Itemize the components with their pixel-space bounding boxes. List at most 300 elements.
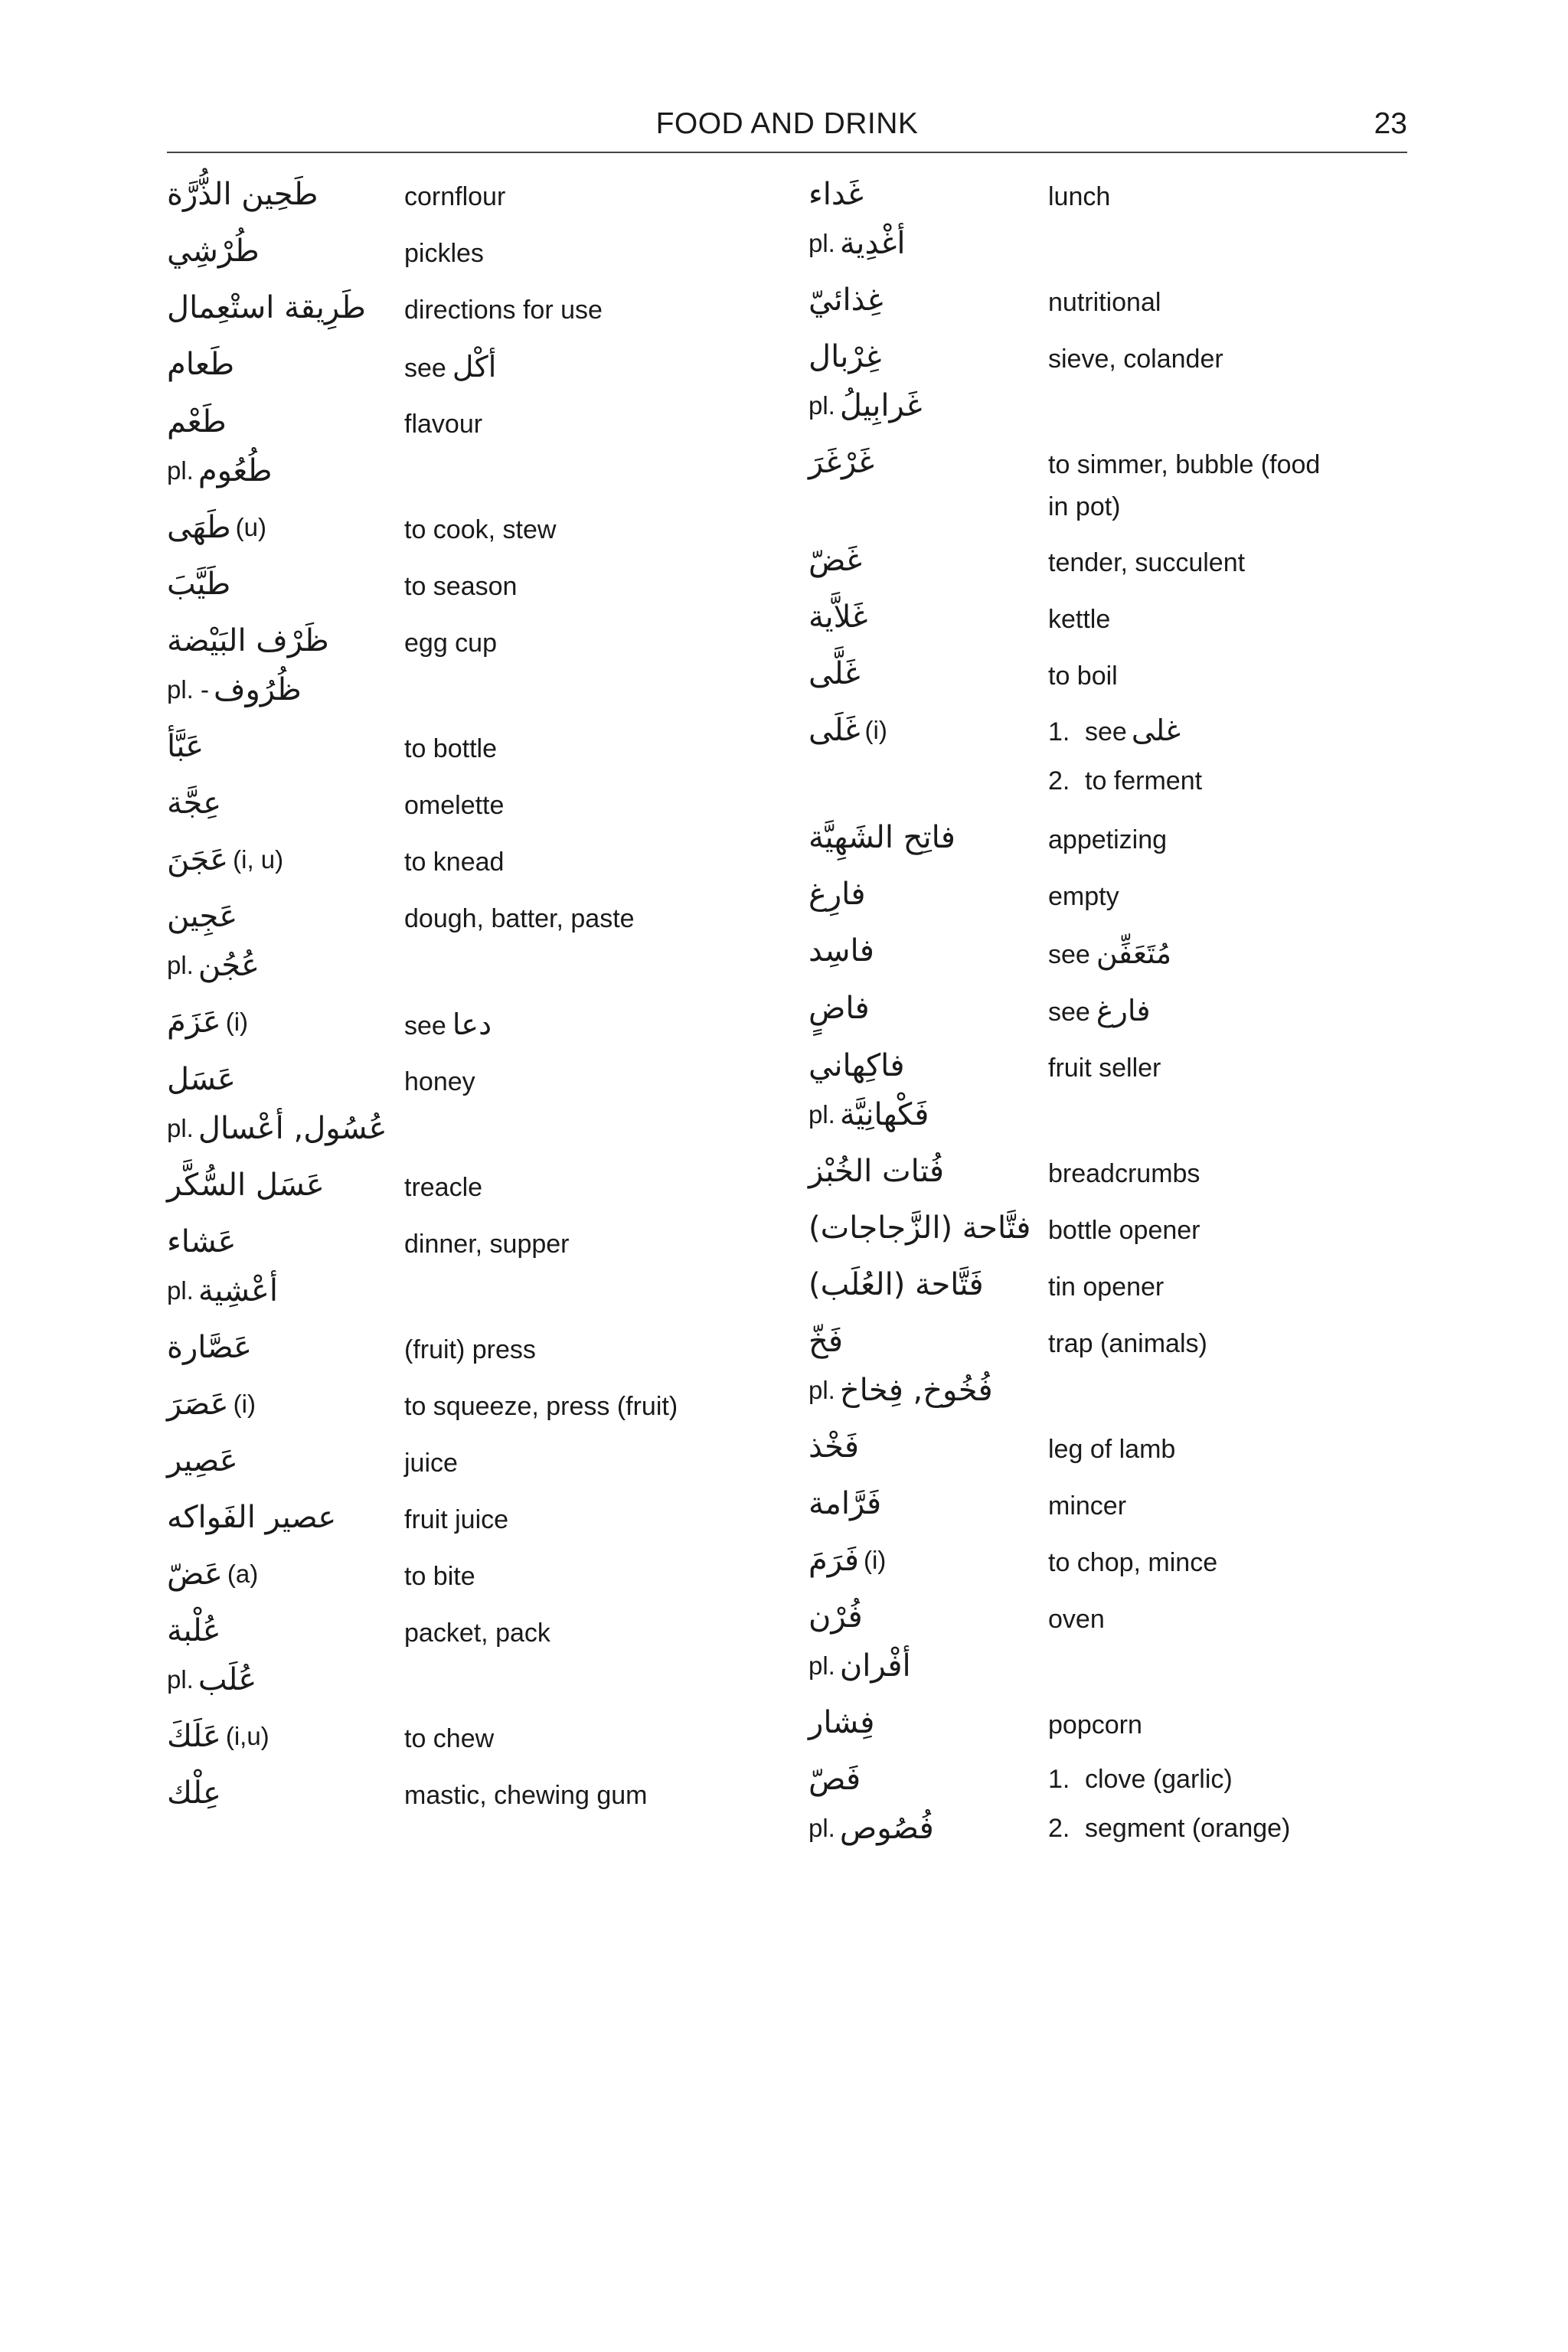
numbered-sense: [1048, 706, 1413, 756]
headword-line: [167, 779, 404, 828]
english-definition: honey: [404, 1067, 475, 1096]
arabic-plural: عُلَب: [198, 1662, 257, 1697]
headword-block: [167, 283, 404, 332]
definition-block: [1048, 870, 1413, 918]
definition-block: [404, 1769, 772, 1817]
english-definition: leg of lamb: [1048, 1435, 1176, 1464]
headword-line: [167, 397, 404, 446]
definition-block: [404, 1493, 772, 1541]
headword-block: [808, 276, 1048, 325]
headword-line: [167, 1712, 404, 1761]
dictionary-entry: [167, 1550, 772, 1599]
plural-label: pl.: [167, 1665, 194, 1694]
english-definition: bottle opener: [1048, 1216, 1200, 1245]
english-definition: fruit juice: [404, 1505, 509, 1534]
headword-block: [808, 332, 1048, 430]
headword-block: [167, 722, 404, 771]
arabic-plural: أغْدِية: [839, 226, 906, 261]
english-definition: flavour: [404, 410, 483, 439]
dictionary-entry: [167, 1217, 772, 1315]
definition-block: [1048, 1317, 1413, 1365]
headword-line: [167, 892, 404, 941]
vowel-class: (u): [235, 513, 266, 541]
dictionary-entry: [808, 1041, 1413, 1139]
see-label: see: [1048, 998, 1090, 1027]
headword-line: [808, 536, 1048, 585]
headword-block: [167, 1323, 404, 1372]
english-definition: tin opener: [1048, 1272, 1165, 1302]
english-definition: sieve, colander: [1048, 345, 1223, 374]
page-header: [167, 107, 1407, 153]
english-definition: mastic, chewing gum: [404, 1781, 648, 1810]
dictionary-entry: [167, 722, 772, 771]
definition-block: [404, 560, 772, 608]
left-column: [167, 170, 772, 1818]
definition-block: [404, 1217, 772, 1266]
headword-block: [808, 706, 1048, 755]
headword-block: [167, 170, 404, 219]
definition-block: [1048, 649, 1413, 697]
headword-block: [808, 1698, 1048, 1747]
dictionary-entry: [167, 1055, 772, 1153]
headword-block: [808, 1479, 1048, 1528]
headword-line: [167, 835, 404, 884]
plural-line: [167, 1104, 404, 1153]
definition-block: [1048, 1147, 1413, 1195]
arabic-headword: غِرْبال: [808, 339, 882, 374]
headword-block: [167, 616, 404, 714]
headword-line: [808, 706, 1048, 755]
definition-block: [1048, 813, 1413, 861]
definition-block: [404, 1380, 772, 1428]
headword-line: [167, 1550, 404, 1599]
arabic-headword: غَرْغَرَ: [808, 445, 874, 480]
arabic-headword: فارِغ: [808, 877, 866, 912]
arabic-plural: طُعُوم: [198, 453, 273, 488]
definition-block: [404, 1323, 772, 1371]
arabic-headword: فاسِد: [808, 933, 874, 969]
english-definition: nutritional: [1048, 288, 1161, 317]
arabic-headword: عَسَل: [167, 1062, 236, 1097]
dictionary-entry: [808, 1260, 1413, 1309]
dictionary-entry: [167, 616, 772, 714]
definition-block: [1048, 1423, 1413, 1471]
headword-block: [808, 984, 1048, 1033]
arabic-headword: طَعْم: [167, 404, 227, 439]
english-definition: to chop, mince: [1048, 1548, 1218, 1577]
headword-block: [808, 870, 1048, 919]
headword-block: [808, 1041, 1048, 1139]
dictionary-entry: [167, 227, 772, 276]
headword-line: [167, 503, 404, 552]
headword-line: [167, 283, 404, 332]
headword-line: [808, 1423, 1048, 1472]
definition-block: [404, 998, 772, 1047]
arabic-headword: فتَّاحة (الزَّجاجات): [808, 1210, 1031, 1246]
headword-block: [808, 1260, 1048, 1309]
see-arabic: دعا: [452, 1008, 492, 1041]
arabic-headword: غَضّ: [808, 543, 862, 578]
headword-line: [167, 1606, 404, 1655]
headword-block: [167, 1769, 404, 1818]
definition-block: [404, 722, 772, 770]
sense-text: to ferment: [1085, 766, 1203, 795]
english-definition: lunch: [1048, 182, 1111, 211]
headword-line: [167, 1436, 404, 1485]
definition-block: [404, 616, 772, 665]
page-title: FOOD AND DRINK: [655, 107, 919, 140]
headword-line: [808, 1755, 1048, 1804]
see-label: see: [404, 1011, 446, 1040]
arabic-headword: عِلْك: [167, 1775, 221, 1811]
sense-text: segment (orange): [1085, 1814, 1291, 1843]
arabic-headword: فَرَّامة: [808, 1486, 882, 1521]
arabic-headword: فُتات الخُبْز: [808, 1154, 945, 1189]
headword-line: [167, 1217, 404, 1266]
dictionary-entry: [808, 1204, 1413, 1253]
arabic-headword: طَرِيقة استْعِمال: [167, 290, 366, 325]
english-definition: trap (animals): [1048, 1329, 1207, 1358]
dictionary-entry: [167, 397, 772, 495]
sense-number: 1.: [1048, 717, 1070, 746]
arabic-headword: فَخّ: [808, 1324, 843, 1359]
headword-line: [167, 1055, 404, 1104]
plural-label: pl.: [167, 1276, 194, 1305]
definition-block: [404, 1161, 772, 1209]
headword-line: [808, 170, 1048, 219]
arabic-headword: طَعام: [167, 347, 235, 382]
english-definition: (fruit) press: [404, 1335, 536, 1364]
dictionary-entry: [808, 984, 1413, 1034]
dictionary-entry: [808, 926, 1413, 976]
headword-line: [808, 1698, 1048, 1747]
dictionary-entry: [167, 560, 772, 609]
arabic-headword: غِذائيّ: [808, 283, 884, 318]
plural-label: pl.: [167, 456, 194, 485]
plural-label: pl.: [808, 391, 835, 420]
headword-block: [167, 892, 404, 990]
definition-block: [404, 397, 772, 446]
dictionary-entry: [808, 1698, 1413, 1747]
dictionary-entry: [167, 1161, 772, 1210]
english-definition: to cook, stew: [404, 515, 557, 544]
headword-line: [808, 926, 1048, 975]
arabic-headword: فَخْذ: [808, 1429, 859, 1465]
english-definition: appetizing: [1048, 825, 1168, 854]
dictionary-entry: [808, 1592, 1413, 1690]
definition-block: [1048, 536, 1413, 584]
definition-block: [404, 1055, 772, 1103]
headword-block: [167, 560, 404, 609]
definition-block: [1048, 1755, 1413, 1853]
plural-label: pl.: [808, 1814, 835, 1842]
dictionary-entry: [167, 1380, 772, 1429]
dictionary-entry: [808, 706, 1413, 805]
sense-number: 2.: [1048, 1814, 1070, 1843]
headword-line: [808, 1536, 1048, 1585]
plural-line: [808, 1642, 1048, 1690]
dictionary-entry: [808, 1479, 1413, 1528]
definition-block: [1048, 1260, 1413, 1308]
headword-line: [808, 1147, 1048, 1196]
dictionary-entry: [167, 1606, 772, 1704]
arabic-headword: عَضّ: [167, 1557, 223, 1592]
english-definition: cornflour: [404, 182, 506, 211]
arabic-headword: فَرَمَ: [808, 1543, 859, 1578]
arabic-plural: فُصُوص: [839, 1811, 934, 1846]
arabic-headword: عَصَّارة: [167, 1330, 253, 1365]
headword-block: [808, 1317, 1048, 1415]
see-label: see: [1085, 717, 1127, 746]
arabic-headword: عَصِير: [167, 1443, 238, 1478]
dictionary-entry: [167, 835, 772, 884]
english-definition: to bite: [404, 1562, 475, 1591]
english-definition-line: to simmer, bubble (food: [1048, 450, 1321, 479]
headword-block: [167, 1712, 404, 1761]
definition-block: [404, 1712, 772, 1760]
headword-block: [808, 813, 1048, 862]
plural-label: pl.: [167, 1114, 194, 1142]
definition-block: [404, 227, 772, 275]
arabic-plural: أعْشِية: [198, 1273, 279, 1308]
headword-line: [808, 276, 1048, 325]
headword-block: [167, 835, 404, 884]
dictionary-entry: [808, 170, 1413, 268]
arabic-headword: فاكِهاني: [808, 1048, 905, 1083]
plural-line: [808, 381, 1048, 430]
plural-line: [167, 1266, 404, 1315]
arabic-headword: غَلاَّية: [808, 599, 868, 635]
headword-block: [167, 503, 404, 552]
headword-block: [167, 227, 404, 276]
arabic-headword: عصير الفَواكه: [167, 1500, 337, 1535]
arabic-headword: عَجِين: [167, 899, 238, 934]
headword-line: [808, 1260, 1048, 1309]
english-definition: dinner, supper: [404, 1230, 570, 1259]
sense-number: 1.: [1048, 1765, 1070, 1794]
arabic-headword: فِشار: [808, 1705, 875, 1740]
dictionary-entry: [808, 332, 1413, 430]
arabic-headword: غَلَّى: [808, 656, 861, 691]
dictionary-entry: [167, 779, 772, 828]
see-label: see: [1048, 940, 1090, 969]
plural-line: [808, 1366, 1048, 1415]
headword-block: [808, 1147, 1048, 1196]
arabic-headword: عَصَرَ: [167, 1387, 229, 1422]
headword-line: [167, 170, 404, 219]
arabic-headword: فُرْن: [808, 1599, 863, 1635]
arabic-headword: عِجَّة: [167, 786, 222, 821]
cross-reference: [404, 1004, 772, 1047]
arabic-headword: غَداء: [808, 177, 864, 212]
plural-label: pl.: [808, 1651, 835, 1680]
english-definition: popcorn: [1048, 1710, 1142, 1740]
english-definition: mincer: [1048, 1491, 1127, 1521]
dictionary-entry: [167, 1712, 772, 1761]
dictionary-entry: [167, 892, 772, 990]
arabic-headword: عَزَمَ: [167, 1004, 221, 1040]
headword-line: [808, 649, 1048, 698]
definition-block: [1048, 1479, 1413, 1527]
plural-label: pl.: [808, 229, 835, 257]
vowel-class: (i, u): [233, 845, 284, 874]
definition-block: [404, 1436, 772, 1485]
plural-label: pl. -: [167, 675, 210, 704]
headword-block: [167, 1217, 404, 1315]
arabic-headword: طَيَّبَ: [167, 567, 231, 602]
headword-line: [808, 332, 1048, 381]
english-definition: omelette: [404, 791, 505, 820]
headword-line: [167, 340, 404, 389]
dictionary-entry: [808, 870, 1413, 919]
dictionary-entry: [167, 1769, 772, 1818]
headword-line: [808, 813, 1048, 862]
vowel-class: (a): [227, 1560, 259, 1588]
headword-block: [167, 397, 404, 495]
definition-block: [1048, 1041, 1413, 1089]
headword-line: [167, 1380, 404, 1429]
definition-block: [404, 1550, 772, 1598]
see-label: see: [404, 354, 446, 383]
definition-block: [1048, 593, 1413, 641]
headword-block: [167, 1550, 404, 1599]
definition-block: [1048, 706, 1413, 805]
dictionary-entry: [167, 283, 772, 332]
numbered-sense: [1048, 1804, 1413, 1853]
definition-block: [1048, 438, 1413, 528]
definition-block: [404, 340, 772, 390]
headword-block: [808, 1204, 1048, 1253]
dictionary-entry: [167, 340, 772, 390]
dictionary-entry: [167, 998, 772, 1047]
dictionary-entry: [808, 1147, 1413, 1196]
cross-reference: [404, 346, 772, 390]
headword-block: [167, 1161, 404, 1210]
dictionary-entry: [808, 649, 1413, 698]
arabic-headword: ظَرْف البَيْضة: [167, 623, 329, 658]
headword-block: [808, 1592, 1048, 1690]
plural-line: [808, 1090, 1048, 1139]
english-definition: treacle: [404, 1173, 483, 1202]
headword-block: [167, 1055, 404, 1153]
headword-line: [808, 593, 1048, 642]
arabic-headword: طَحِين الذُّرَّة: [167, 177, 318, 212]
definition-block: [1048, 170, 1413, 218]
arabic-headword: فَتَّاحة (العُلَب): [808, 1267, 984, 1302]
numbered-sense: [1048, 756, 1413, 805]
definition-block: [404, 835, 772, 884]
headword-block: [808, 1423, 1048, 1472]
definition-block: [1048, 926, 1413, 976]
definition-block: [1048, 1536, 1413, 1584]
arabic-headword: عَشاء: [167, 1224, 237, 1259]
english-definition: juice: [404, 1449, 458, 1478]
page-number: 23: [1374, 107, 1407, 140]
headword-block: [167, 779, 404, 828]
dictionary-entry: [167, 1436, 772, 1485]
headword-line: [167, 1493, 404, 1542]
right-column: [808, 170, 1413, 1853]
numbered-sense: [1048, 1755, 1413, 1804]
arabic-headword: طُرْشِي: [167, 234, 260, 269]
english-definition: dough, batter, paste: [404, 904, 635, 933]
headword-line: [167, 1769, 404, 1818]
plural-line: [167, 941, 404, 990]
headword-line: [167, 998, 404, 1047]
arabic-plural: عُجُن: [198, 948, 260, 983]
plural-line: [167, 446, 404, 495]
headword-block: [808, 1536, 1048, 1585]
dictionary-entry: [167, 503, 772, 552]
english-definition: to chew: [404, 1724, 495, 1753]
headword-block: [808, 926, 1048, 975]
english-definition: to boil: [1048, 662, 1118, 691]
arabic-headword: غَلَى: [808, 713, 861, 748]
definition-block: [404, 503, 772, 551]
headword-block: [808, 649, 1048, 698]
headword-block: [167, 998, 404, 1047]
headword-line: [808, 1592, 1048, 1642]
definition-block: [404, 892, 772, 940]
definition-block: [1048, 332, 1413, 381]
english-definition: to knead: [404, 848, 505, 877]
arabic-headword: فاتِح الشَهِيَّة: [808, 820, 956, 855]
headword-line: [808, 870, 1048, 919]
definition-block: [1048, 276, 1413, 324]
dictionary-entry: [808, 593, 1413, 642]
dictionary-entry: [808, 536, 1413, 585]
english-definition: directions for use: [404, 296, 603, 325]
definition-block: [404, 779, 772, 827]
headword-line: [808, 1317, 1048, 1366]
dictionary-entry: [167, 170, 772, 219]
see-arabic: غلى: [1131, 714, 1181, 747]
definition-block: [404, 1606, 772, 1655]
headword-line: [808, 438, 1048, 487]
headword-line: [808, 1204, 1048, 1253]
arabic-headword: عَلَكَ: [167, 1719, 221, 1754]
dictionary-entry: [167, 1323, 772, 1372]
english-definition: breadcrumbs: [1048, 1159, 1200, 1188]
english-definition: fruit seller: [1048, 1054, 1161, 1083]
vowel-class: (i): [864, 716, 887, 744]
sense-number: 2.: [1048, 766, 1070, 795]
headword-line: [167, 722, 404, 771]
dictionary-entry: [808, 276, 1413, 325]
arabic-plural: ظُرُوف: [214, 672, 302, 707]
headword-block: [167, 1493, 404, 1542]
headword-line: [167, 560, 404, 609]
definition-block: [1048, 1592, 1413, 1641]
definition-block: [404, 283, 772, 332]
plural-line: [808, 219, 1048, 268]
arabic-headword: عُلْبة: [167, 1613, 221, 1648]
definition-block: [1048, 984, 1413, 1034]
headword-block: [808, 438, 1048, 487]
headword-line: [808, 984, 1048, 1033]
english-definition-line: in pot): [1048, 492, 1121, 521]
cross-reference: [1048, 933, 1413, 976]
headword-line: [808, 1479, 1048, 1528]
english-definition: oven: [1048, 1605, 1105, 1634]
english-definition: egg cup: [404, 629, 497, 658]
arabic-headword: فاضٍ: [808, 991, 870, 1026]
arabic-plural: عُسُول, أعْسال: [198, 1111, 387, 1146]
vowel-class: (i): [863, 1546, 887, 1574]
dictionary-entry: [808, 813, 1413, 862]
headword-line: [167, 616, 404, 665]
plural-line: [167, 1655, 404, 1704]
